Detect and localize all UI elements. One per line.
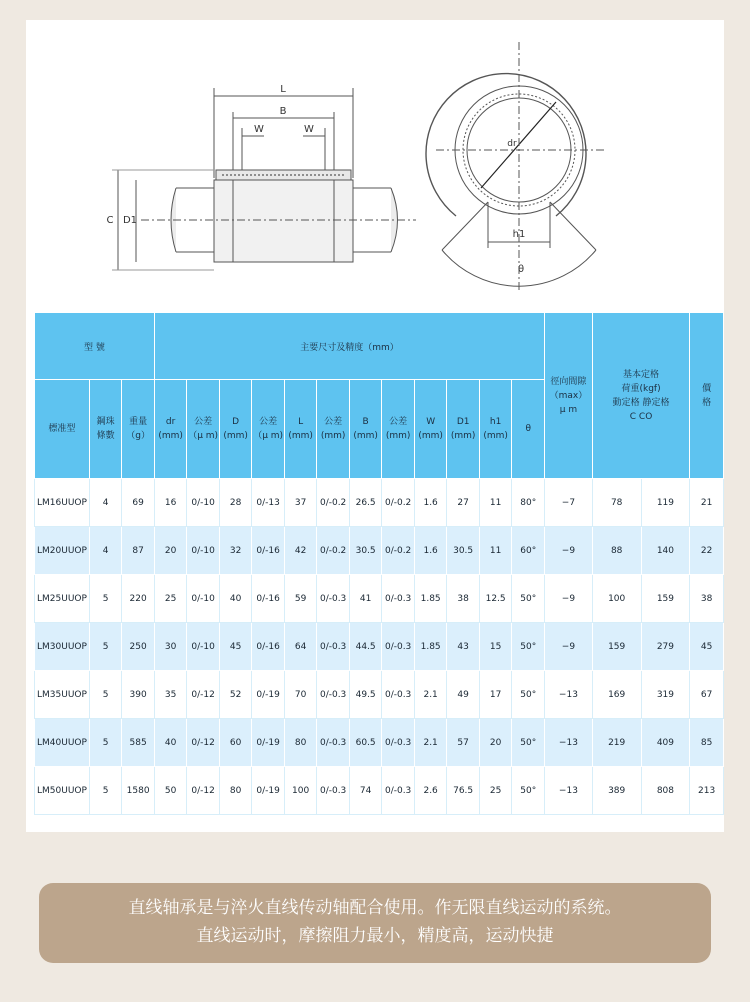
table-cell: 27 [447, 479, 480, 527]
table-cell: 21 [690, 479, 724, 527]
table-row [35, 623, 724, 671]
table-cell: 74 [349, 767, 382, 815]
table-cell: 140 [641, 527, 690, 575]
model-cell: LM40UUOP [35, 719, 90, 767]
dim-label-B: B [279, 106, 287, 117]
table-cell: 389 [592, 767, 641, 815]
banner-line-2: 直线运动时，摩擦阻力最小，精度高，运动快捷 [196, 926, 554, 946]
table-cell: 25 [479, 767, 512, 815]
table-cell: 100 [592, 575, 641, 623]
model-cell: LM20UUOP [35, 527, 90, 575]
table-cell: 70 [284, 671, 317, 719]
table-cell: 41 [349, 575, 382, 623]
dim-label-W2: W [304, 124, 314, 135]
table-cell: 159 [641, 575, 690, 623]
spec-table-body [35, 479, 724, 815]
table-cell: 11 [479, 479, 512, 527]
table-cell: 45 [219, 623, 252, 671]
table-row [35, 527, 724, 575]
table-cell: 4 [89, 527, 122, 575]
table-cell: 0/-10 [187, 623, 220, 671]
table-cell: 50° [512, 671, 545, 719]
table-cell: 0/-16 [252, 575, 285, 623]
table-cell: 37 [284, 479, 317, 527]
table-cell: 0/-13 [252, 479, 285, 527]
table-cell: 169 [592, 671, 641, 719]
table-cell: 0/-10 [187, 479, 220, 527]
table-cell: 0/-0.3 [317, 719, 350, 767]
table-cell: 2.1 [414, 671, 447, 719]
table-cell: 0/-0.3 [382, 671, 415, 719]
table-cell: −9 [545, 575, 593, 623]
table-cell: 0/-0.2 [317, 479, 350, 527]
table-cell: 0/-0.2 [317, 527, 350, 575]
dim-label-W1: W [254, 124, 264, 135]
header-row-group [35, 313, 724, 380]
header-model-group: 型 號 [35, 313, 155, 380]
table-cell: 15 [479, 623, 512, 671]
table-cell: 20 [479, 719, 512, 767]
model-cell: LM50UUOP [35, 767, 90, 815]
dim-label-h1: h1 [512, 229, 526, 240]
table-row [35, 767, 724, 815]
table-cell: 1.85 [414, 575, 447, 623]
table-cell: 26.5 [349, 479, 382, 527]
header-col: h1 (mm) [479, 380, 512, 479]
table-cell: 0/-0.3 [317, 671, 350, 719]
dim-label-C: C [106, 215, 114, 226]
table-cell: 45 [690, 623, 724, 671]
table-cell: 0/-0.3 [317, 767, 350, 815]
table-cell: −13 [545, 767, 593, 815]
table-cell: 28 [219, 479, 252, 527]
table-cell: 49 [447, 671, 480, 719]
table-cell: 5 [89, 623, 122, 671]
table-cell: 50° [512, 575, 545, 623]
header-col: W (mm) [414, 380, 447, 479]
table-cell: 5 [89, 767, 122, 815]
table-cell: 1580 [122, 767, 155, 815]
table-cell: 5 [89, 719, 122, 767]
table-cell: 16 [154, 479, 187, 527]
table-cell: 390 [122, 671, 155, 719]
table-cell: 0/-16 [252, 623, 285, 671]
table-cell: 808 [641, 767, 690, 815]
table-cell: 319 [641, 671, 690, 719]
table-cell: 2.6 [414, 767, 447, 815]
table-cell: 0/-0.3 [382, 719, 415, 767]
table-cell: 159 [592, 623, 641, 671]
table-cell: 50 [154, 767, 187, 815]
table-cell: 60° [512, 527, 545, 575]
table-cell: 85 [690, 719, 724, 767]
banner-line-1: 直线轴承是与淬火直线传动轴配合使用。作无限直线运动的系统。 [128, 898, 622, 918]
table-cell: 49.5 [349, 671, 382, 719]
table-cell: 409 [641, 719, 690, 767]
table-row [35, 575, 724, 623]
header-col: D1 (mm) [447, 380, 480, 479]
table-cell: 0/-0.2 [382, 479, 415, 527]
table-cell: 220 [122, 575, 155, 623]
header-col: 公差 (mm) [382, 380, 415, 479]
table-cell: 50° [512, 719, 545, 767]
table-cell: 80 [284, 719, 317, 767]
table-cell: 219 [592, 719, 641, 767]
table-cell: 40 [154, 719, 187, 767]
table-cell: 119 [641, 479, 690, 527]
header-dims-group: 主要尺寸及精度（mm） [154, 313, 544, 380]
table-cell: 25 [154, 575, 187, 623]
table-cell: 67 [690, 671, 724, 719]
header-load-rating: 基本定格 荷重(kgf) 動定格 静定格 C CO [592, 313, 690, 479]
header-col: θ [512, 380, 545, 479]
dim-label-D1: D1 [122, 215, 138, 226]
table-cell: 0/-12 [187, 671, 220, 719]
table-cell: 44.5 [349, 623, 382, 671]
table-cell: 1.6 [414, 527, 447, 575]
dim-label-dr: dr [507, 139, 517, 149]
table-cell: 17 [479, 671, 512, 719]
header-col: L (mm) [284, 380, 317, 479]
table-cell: 279 [641, 623, 690, 671]
header-price: 價 格 [690, 313, 724, 479]
header-col: 公差 （μ m) [187, 380, 220, 479]
table-cell: 32 [219, 527, 252, 575]
table-cell: 30.5 [349, 527, 382, 575]
header-col: 公差 （μ m) [252, 380, 285, 479]
table-cell: 43 [447, 623, 480, 671]
table-cell: 1.85 [414, 623, 447, 671]
table-cell: 80 [219, 767, 252, 815]
table-cell: 0/-12 [187, 719, 220, 767]
table-cell: 87 [122, 527, 155, 575]
table-cell: 78 [592, 479, 641, 527]
table-cell: 80° [512, 479, 545, 527]
table-cell: 50° [512, 767, 545, 815]
table-cell: −7 [545, 479, 593, 527]
table-cell: 57 [447, 719, 480, 767]
header-col: B (mm) [349, 380, 382, 479]
table-cell: −9 [545, 527, 593, 575]
table-cell: 30.5 [447, 527, 480, 575]
table-cell: 0/-19 [252, 671, 285, 719]
header-col: 公差 (mm) [317, 380, 350, 479]
table-cell: 0/-19 [252, 767, 285, 815]
header-radial-gap: 徑向間隙 （max） μ m [545, 313, 593, 479]
table-cell: 11 [479, 527, 512, 575]
table-cell: 88 [592, 527, 641, 575]
spec-table [34, 312, 724, 815]
table-cell: 1.6 [414, 479, 447, 527]
table-cell: 0/-16 [252, 527, 285, 575]
table-row [35, 479, 724, 527]
table-cell: 64 [284, 623, 317, 671]
table-cell: 38 [690, 575, 724, 623]
header-col: D (mm) [219, 380, 252, 479]
header-col: 鋼珠 條數 [89, 380, 122, 479]
table-cell: 4 [89, 479, 122, 527]
table-cell: 213 [690, 767, 724, 815]
table-cell: 0/-10 [187, 575, 220, 623]
table-cell: 0/-19 [252, 719, 285, 767]
table-cell: 42 [284, 527, 317, 575]
description-banner [39, 883, 711, 963]
table-cell: 2.1 [414, 719, 447, 767]
table-cell: 0/-10 [187, 527, 220, 575]
table-cell: −13 [545, 719, 593, 767]
table-cell: 5 [89, 671, 122, 719]
table-cell: 12.5 [479, 575, 512, 623]
table-cell: −13 [545, 671, 593, 719]
product-card [26, 20, 724, 832]
table-cell: 0/-0.3 [382, 575, 415, 623]
table-cell: 60 [219, 719, 252, 767]
dim-label-L: L [280, 84, 286, 95]
table-cell: 35 [154, 671, 187, 719]
table-cell: 585 [122, 719, 155, 767]
model-cell: LM30UUOP [35, 623, 90, 671]
table-cell: 60.5 [349, 719, 382, 767]
table-cell: 100 [284, 767, 317, 815]
model-cell: LM35UUOP [35, 671, 90, 719]
table-cell: 250 [122, 623, 155, 671]
table-cell: −9 [545, 623, 593, 671]
table-cell: 0/-0.3 [317, 623, 350, 671]
table-cell: 38 [447, 575, 480, 623]
table-row [35, 671, 724, 719]
table-cell: 59 [284, 575, 317, 623]
table-cell: 69 [122, 479, 155, 527]
header-col: dr (mm) [154, 380, 187, 479]
bearing-technical-drawing [26, 20, 724, 312]
header-col: 重量 （g） [122, 380, 155, 479]
table-cell: 30 [154, 623, 187, 671]
table-cell: 0/-0.3 [382, 767, 415, 815]
table-cell: 20 [154, 527, 187, 575]
table-cell: 50° [512, 623, 545, 671]
table-cell: 76.5 [447, 767, 480, 815]
table-cell: 0/-0.2 [382, 527, 415, 575]
model-cell: LM25UUOP [35, 575, 90, 623]
table-row [35, 719, 724, 767]
table-cell: 22 [690, 527, 724, 575]
table-cell: 5 [89, 575, 122, 623]
table-cell: 0/-0.3 [382, 623, 415, 671]
model-cell: LM16UUOP [35, 479, 90, 527]
table-cell: 40 [219, 575, 252, 623]
header-col: 標准型 [35, 380, 90, 479]
dim-label-theta: θ [517, 264, 525, 275]
table-cell: 52 [219, 671, 252, 719]
table-cell: 0/-12 [187, 767, 220, 815]
table-cell: 0/-0.3 [317, 575, 350, 623]
